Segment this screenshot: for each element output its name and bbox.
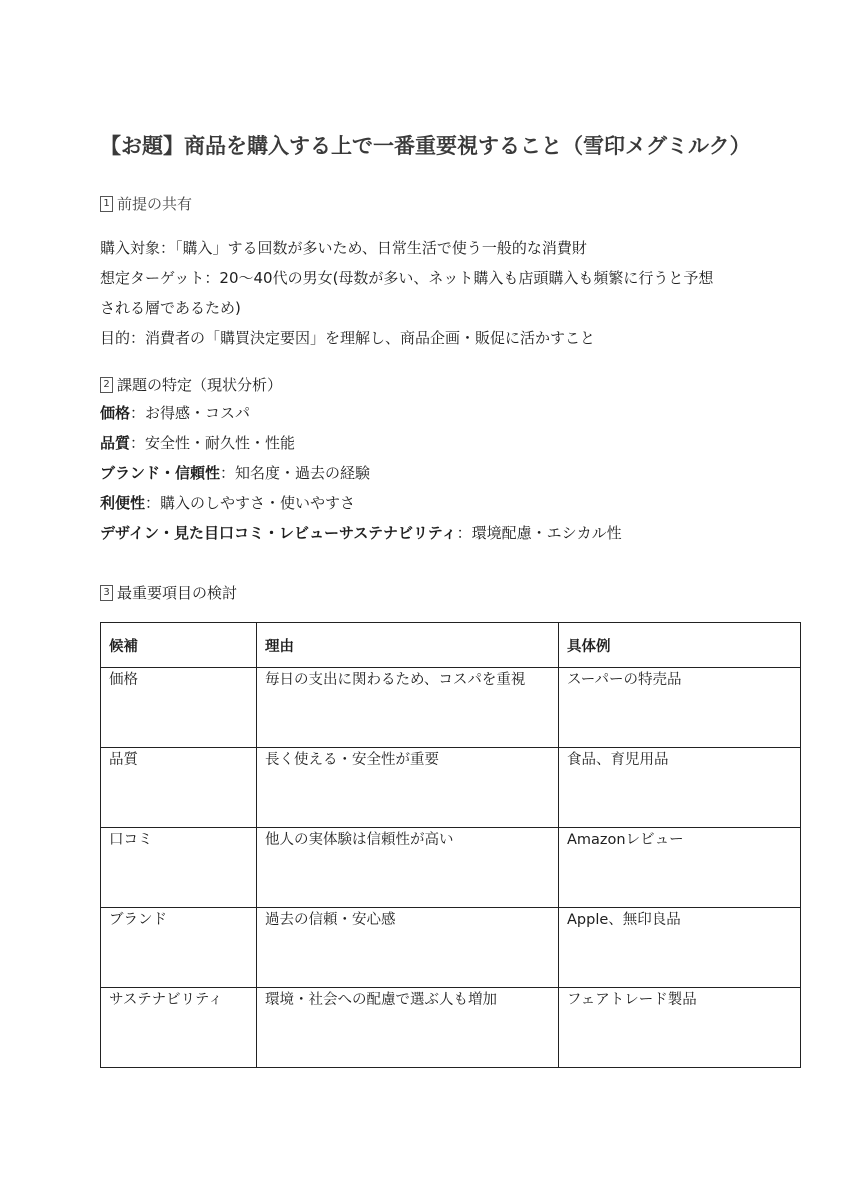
factor-term: ブランド・信頼性 xyxy=(100,464,221,482)
factor-term: 利便性 xyxy=(100,494,146,512)
section2-heading-text: 課題の特定（現状分析） xyxy=(117,376,283,394)
reason-cell: 過去の信頼・安心感 xyxy=(257,908,559,988)
table-row xyxy=(101,748,801,828)
table-row xyxy=(101,828,801,908)
header-example: 具体例 xyxy=(559,623,801,668)
table-row xyxy=(101,668,801,748)
section3-heading-text: 最重要項目の検討 xyxy=(117,584,238,602)
factor-item xyxy=(100,398,760,428)
candidate-cell: 品質 xyxy=(101,748,257,828)
factor-item xyxy=(100,458,760,488)
factor-desc: ：環境配慮・エシカル性 xyxy=(456,524,622,542)
candidate-cell: 価格 xyxy=(101,668,257,748)
factor-item xyxy=(100,428,760,458)
comparison-table xyxy=(100,622,801,1068)
table-row xyxy=(101,908,801,988)
table-row xyxy=(101,988,801,1068)
candidate-cell: ブランド xyxy=(101,908,257,988)
example-cell: Amazonレビュー xyxy=(559,828,801,908)
candidate-cell: サステナビリティ xyxy=(101,988,257,1068)
section1-line: される層であるため) xyxy=(100,299,241,317)
factor-desc: ：お得感・コスパ xyxy=(130,404,251,422)
example-cell: フェアトレード製品 xyxy=(559,988,801,1068)
factor-desc: ：安全性・耐久性・性能 xyxy=(130,434,296,452)
section1-body xyxy=(100,233,760,353)
header-reason: 理由 xyxy=(257,623,559,668)
example-cell: 食品、育児用品 xyxy=(559,748,801,828)
section1-line: 目的：消費者の「購買決定要因」を理解し、商品企画・販促に活かすこと xyxy=(100,329,596,347)
section2-number-box: 2 xyxy=(100,377,113,393)
factor-item xyxy=(100,488,760,518)
factor-desc: ：購入のしやすさ・使いやすさ xyxy=(145,494,356,512)
document-title: 【お題】商品を購入する上で一番重要視すること（雪印メグミルク） xyxy=(100,134,751,158)
header-candidate: 候補 xyxy=(101,623,257,668)
factor-item xyxy=(100,518,760,548)
section1-number-box: 1 xyxy=(100,196,113,212)
candidate-cell: 口コミ xyxy=(101,828,257,908)
section3-heading xyxy=(100,582,237,603)
factor-term: 品質 xyxy=(100,434,131,452)
factor-desc: ：知名度・過去の経験 xyxy=(220,464,371,482)
example-cell: スーパーの特売品 xyxy=(559,668,801,748)
factor-term: デザイン・見た目口コミ・レビューサステナビリティ xyxy=(100,524,457,542)
reason-cell: 長く使える・安全性が重要 xyxy=(257,748,559,828)
section1-line: 想定ターゲット：20〜40代の男女(母数が多い、ネット購入も店頭購入も頻繁に行うと予想 xyxy=(100,269,714,287)
section1-heading-text: 前提の共有 xyxy=(117,195,193,213)
section3-number-box: 3 xyxy=(100,585,113,601)
section1-line: 購入対象：「購入」する回数が多いため、日常生活で使う一般的な消費財 xyxy=(100,239,587,257)
factor-term: 価格 xyxy=(100,404,131,422)
reason-cell: 毎日の支出に関わるため、コスパを重視 xyxy=(257,668,559,748)
section1-heading xyxy=(100,193,192,214)
section2-heading xyxy=(100,374,282,395)
table-header-row xyxy=(101,623,801,668)
reason-cell: 環境・社会への配慮で選ぶ人も増加 xyxy=(257,988,559,1068)
example-cell: Apple、無印良品 xyxy=(559,908,801,988)
reason-cell: 他人の実体験は信頼性が高い xyxy=(257,828,559,908)
section2-body xyxy=(100,398,760,548)
